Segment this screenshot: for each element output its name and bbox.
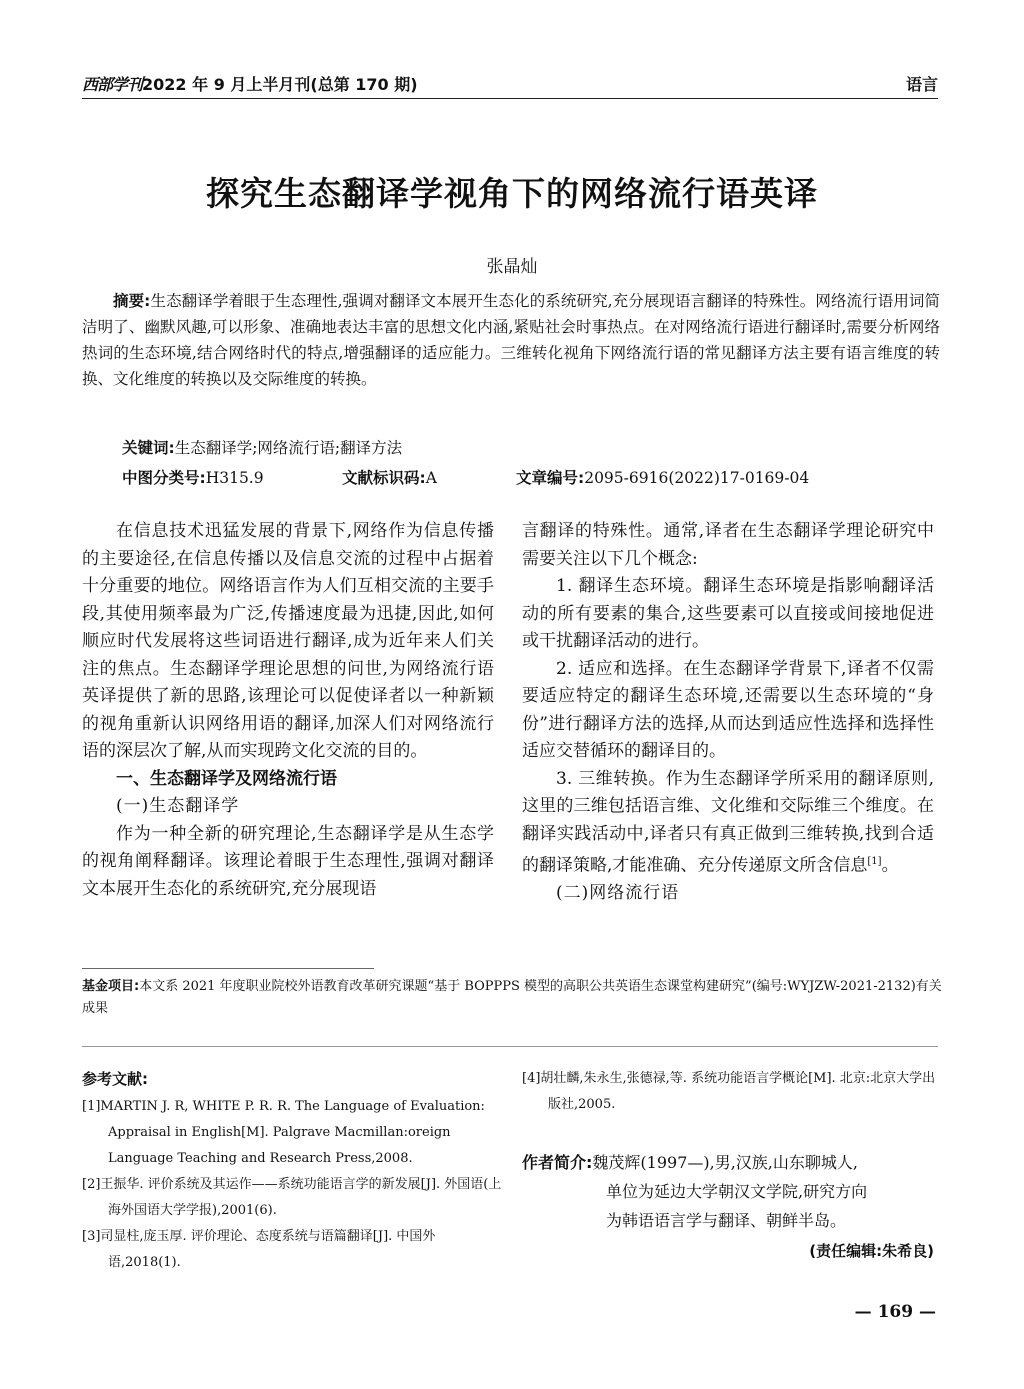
paragraph: 1. 翻译生态环境。翻译生态环境是指影响翻译活动的所有要素的集合,这些要素可以直接或间接地促进或干扰翻译活动的进行。 xyxy=(522,576,934,651)
clc-label: 中图分类号: xyxy=(122,469,206,487)
keywords xyxy=(122,436,402,458)
paragraph: 言翻译的特殊性。通常,译者在生态翻译学理论研究中需要关注以下几个概念: xyxy=(522,521,934,569)
bio-label: 作者简介: xyxy=(522,1153,593,1172)
clc-group xyxy=(122,466,342,488)
doc-label: 文献标识码: xyxy=(342,469,426,487)
references-heading: 参考文献: xyxy=(82,1070,148,1088)
paragraph: 在信息技术迅猛发展的背景下,网络作为信息传播的主要途径,在信息传播以及信息交流的过程中占据着十分重要的地位。网络语言作为人们互相交流的主要手段,其使用频率最为广泛,传播速度最为迅捷,因此,如何顺应时代发展将这些词语进行翻译,成为近年来人们关注的焦点。生态翻译学理论思想的问世,为网络流行语英译提供了新的思路,该理论可以促使译者以一种新颖的视角重新认识网络用语的翻译,加深人们对网络流行语的深层次了解,从而实现跨文化交流的目的。 xyxy=(82,521,494,761)
bio-line xyxy=(522,1148,942,1177)
journal-logo: 西部学刊 xyxy=(82,75,143,94)
author-name: 张晶灿 xyxy=(486,257,538,277)
reference-item: [4]胡壮麟,朱永生,张德禄,等. 系统功能语言学概论[M]. 北京:北京大学出版社,2005. xyxy=(522,1071,936,1112)
subsection-heading: (一)生态翻译学 xyxy=(116,796,240,816)
article-meta xyxy=(122,466,942,488)
keywords-text: 生态翻译学;网络流行语;翻译方法 xyxy=(174,439,403,457)
references-left xyxy=(82,1066,502,1276)
footnote-rule xyxy=(82,968,374,969)
article-no-group xyxy=(516,466,809,488)
author-bio xyxy=(522,1148,942,1235)
reference-item: [1]MARTIN J. R, WHITE P. R. R. The Language of Evaluation: Appraisal in English[M]. Palgrave Macmillan:oreign Language Teaching and Research Press,2008. xyxy=(82,1099,485,1166)
bio-line: 单位为延边大学朝汉文学院,研究方向 xyxy=(606,1182,868,1201)
fund-note xyxy=(82,976,942,1020)
paragraph xyxy=(522,766,934,881)
bio-line: 为韩语语言学与翻译、朝鲜半岛。 xyxy=(606,1211,847,1230)
header-left xyxy=(82,72,418,95)
body-left-column xyxy=(82,518,494,903)
section-heading: 一、生态翻译学及网络流行语 xyxy=(116,768,337,789)
fund-label: 基金项目: xyxy=(82,979,140,994)
doc-value: A xyxy=(425,469,437,487)
abstract-text: 生态翻译学着眼于生态理性,强调对翻译文本展开生态化的系统研究,充分展现语言翻译的特殊性。网络流行语用词简洁明了、幽默风趣,可以形象、准确地表达丰富的思想文化内涵,紧贴社会时事热点。在对网络流行语进行翻译时,需要分析网络热词的生态环境,结合网络时代的特点,增强翻译的适应能力。三维转化视角下网络流行语的常见翻译方法主要有语言维度的转换、文化维度的转换以及交际维度的转换。 xyxy=(82,292,941,388)
section-name: 语言 xyxy=(905,75,938,94)
clc-value: H315.9 xyxy=(205,469,264,487)
reference-item: [3]司显柱,庞玉厚. 评价理论、态度系统与语篇翻译[J]. 中国外语,2018(1). xyxy=(82,1229,436,1270)
references-right xyxy=(522,1066,942,1118)
bio-text: 魏茂辉(1997—),男,汉族,山东聊城人, xyxy=(592,1153,858,1172)
paragraph: 作为一种全新的研究理论,生态翻译学是从生态学的视角阐释翻译。该理论着眼于生态理性,强调对翻译文本展开生态化的系统研究,充分展现语 xyxy=(82,823,494,899)
article-no-value: 2095-6916(2022)17-0169-04 xyxy=(584,469,810,487)
abstract-label: 摘要: xyxy=(113,292,151,310)
article-title: 探究生态翻译学视角下的网络流行语英译 xyxy=(206,174,818,213)
paragraph: 2. 适应和选择。在生态翻译学背景下,译者不仅需要适应特定的翻译生态环境,还需要以生态环境的“身份”进行翻译方法的选择,从而达到适应性选择和选择性适应交替循环的翻译目的。 xyxy=(522,658,934,761)
editor-note: (责任编辑:朱希良) xyxy=(809,1242,934,1260)
issue-info: 2022 年 9 月上半月刊(总第 170 期) xyxy=(142,75,418,94)
header-rule xyxy=(82,98,938,99)
doc-group xyxy=(342,466,516,488)
subsection-heading: (二)网络流行语 xyxy=(556,883,680,904)
abstract xyxy=(82,288,940,392)
paragraph-text: 3. 三维转换。作为生态翻译学所采用的翻译原则,这里的三维包括语言维、文化维和交际维三个维度。在翻译实践活动中,译者只有真正做到三维转换,找到合适的翻译策略,才能准确、充分传递原文所含信息 xyxy=(522,768,934,876)
citation: [1] xyxy=(867,856,882,867)
page-number: — 169 — xyxy=(854,1302,936,1322)
paragraph-end: 。 xyxy=(881,855,899,876)
fund-text: 本文系 2021 年度职业院校外语教育改革研究课题“基于 BOPPPS 模型的高职公共英语生态课堂构建研究”(编号:WYJZW-2021-2132)有关成果 xyxy=(82,979,942,1016)
references-rule xyxy=(82,1046,938,1047)
running-header xyxy=(82,72,938,100)
reference-item: [2]王振华. 评价系统及其运作——系统功能语言学的新发展[J]. 外国语(上海外国语大学学报),2001(6). xyxy=(82,1177,502,1218)
body-right-column xyxy=(522,518,934,908)
article-no-label: 文章编号: xyxy=(516,469,585,487)
keywords-label: 关键词: xyxy=(122,439,175,457)
